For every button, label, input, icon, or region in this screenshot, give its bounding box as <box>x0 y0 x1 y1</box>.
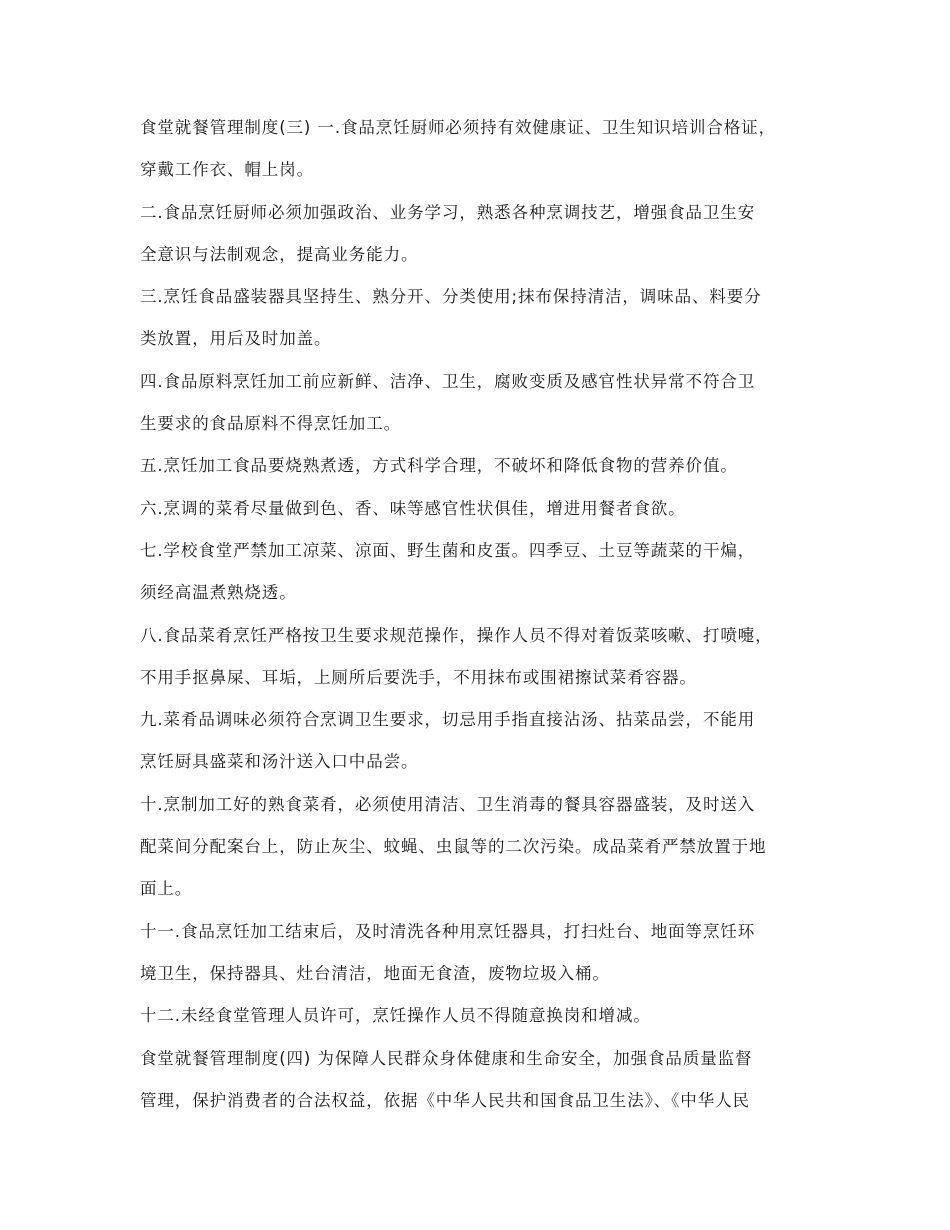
text-line: 管理，保护消费者的合法权益，依据《中华人民共和国食品卫生法》、《中华人民 <box>140 1090 750 1110</box>
text-line: 七.学校食堂严禁加工凉菜、凉面、野生菌和皮蛋。四季豆、土豆等蔬菜的干煸， <box>140 540 756 560</box>
text-line: 烹饪厨具盛菜和汤汁送入口中品尝。 <box>140 752 419 772</box>
text-line: 八.食品菜肴烹饪严格按卫生要求规范操作，操作人员不得对着饭菜咳嗽、打喷嚏， <box>140 625 773 645</box>
text-line: 十.烹制加工好的熟食菜肴，必须使用清洁、卫生消毒的餐具容器盛装，及时送入 <box>140 794 756 814</box>
text-line: 面上。 <box>140 879 193 899</box>
text-line: 六.烹调的菜肴尽量做到色、香、味等感官性状俱佳，增进用餐者食欲。 <box>140 498 686 518</box>
text-line: 全意识与法制观念，提高业务能力。 <box>140 244 419 264</box>
text-line: 穿戴工作衣、帽上岗。 <box>140 160 314 180</box>
text-line: 十一.食品烹饪加工结束后，及时清洗各种用烹饪器具，打扫灶台、地面等烹饪环 <box>140 921 756 941</box>
text-line: 食堂就餐管理制度(四) 为保障人民群众身体健康和生命安全，加强食品质量监督 <box>140 1048 753 1068</box>
text-line: 境卫生，保持器具、灶台清洁，地面无食渣，废物垃圾入桶。 <box>140 963 610 983</box>
text-line: 不用手抠鼻屎、耳垢，上厕所后要洗手，不用抹布或围裙擦试菜肴容器。 <box>140 667 697 687</box>
text-line: 五.烹饪加工食品要烧熟煮透，方式科学合理，不破坏和降低食物的营养价值。 <box>140 456 738 476</box>
text-line: 十二.未经食堂管理人员许可，烹饪操作人员不得随意换岗和增减。 <box>140 1006 651 1026</box>
text-line: 食堂就餐管理制度(三) 一.食品烹饪厨师必须持有效健康证、卫生知识培训合格证， <box>140 118 776 137</box>
text-line: 配菜间分配案台上，防止灰尘、蚊蝇、虫鼠等的二次污染。成品菜肴严禁放置于地 <box>140 837 767 857</box>
text-line: 二.食品烹饪厨师必须加强政治、业务学习，熟悉各种烹调技艺，增强食品卫生安 <box>140 202 756 222</box>
text-line: 生要求的食品原料不得烹饪加工。 <box>140 414 401 434</box>
text-line: 三.烹饪食品盛装器具坚持生、熟分开、分类使用;抹布保持清洁，调味品、料要分 <box>140 287 762 307</box>
text-line: 类放置，用后及时加盖。 <box>140 329 332 349</box>
text-line: 须经高温煮熟烧透。 <box>140 583 297 603</box>
text-line: 九.菜肴品调味必须符合烹调卫生要求，切忌用手指直接沾汤、拈菜品尝，不能用 <box>140 710 756 730</box>
document-body <box>140 107 840 1122</box>
text-line: 四.食品原料烹饪加工前应新鲜、洁净、卫生，腐败变质及感官性状异常不符合卫 <box>140 371 756 391</box>
